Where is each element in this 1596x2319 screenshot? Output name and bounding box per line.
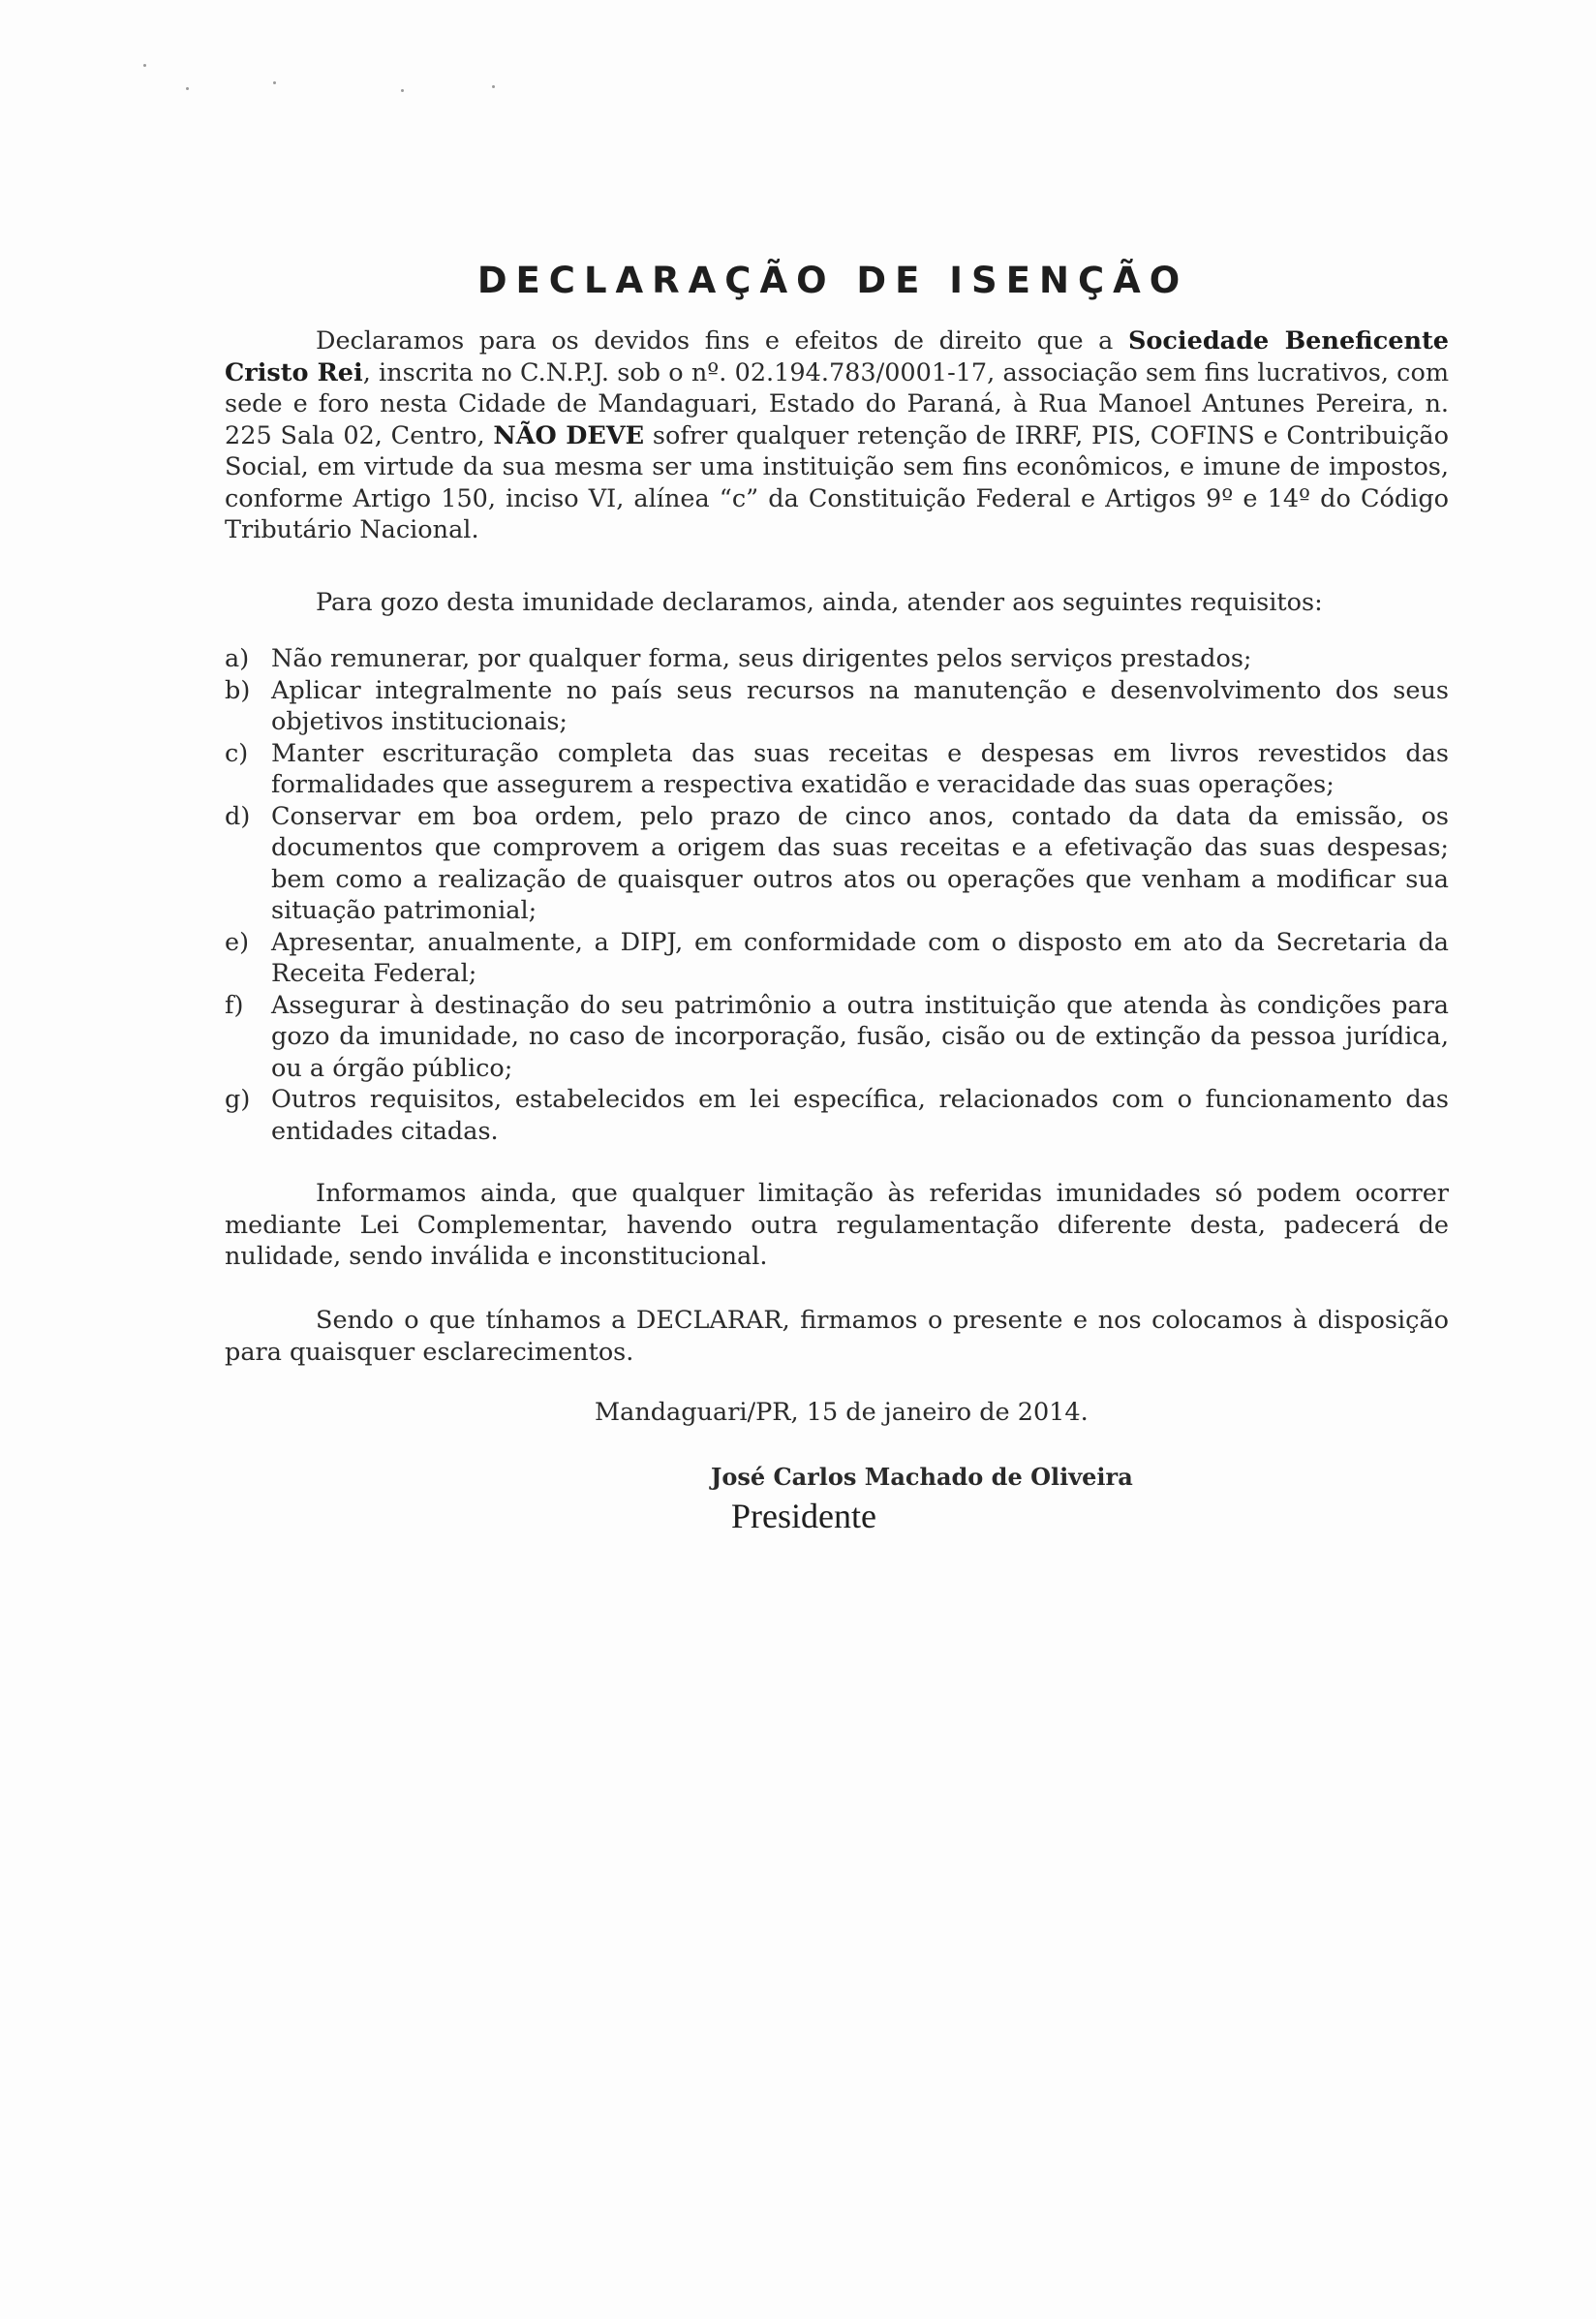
list-marker: b)	[225, 675, 251, 705]
requirements-list	[225, 643, 1449, 1147]
paragraph-mid: , inscrita no C.N.P.J. sob o nº. 02.194.783/0001-17, associação sem fins lucrativos, com sede e foro nesta Cidade de Mandaguari, Estado do Paraná, à Rua Manoel Antunes Pereira, n. 225 Sala 02, Centro,	[225, 357, 1449, 450]
scan-speck	[143, 64, 146, 67]
scan-speck	[492, 85, 495, 88]
scan-speck	[273, 81, 276, 84]
list-marker: f)	[225, 990, 244, 1020]
list-item	[225, 643, 1449, 675]
list-item-text: Aplicar integralmente no país seus recursos na manutenção e desenvolvimento dos seus objetivos institucionais;	[271, 675, 1449, 736]
list-marker: e)	[225, 927, 250, 957]
scan-speck	[401, 89, 404, 92]
requirements-intro: Para gozo desta imunidade declaramos, ainda, atender aos seguintes requisitos:	[316, 588, 1323, 617]
list-item	[225, 675, 1449, 738]
list-item	[225, 801, 1449, 927]
list-item	[225, 738, 1449, 801]
entity-name: Sociedade Beneficente Cristo Rei	[225, 326, 1450, 387]
list-item	[225, 927, 1449, 990]
emphasis-nao-deve: NÃO DEVE	[493, 420, 645, 450]
scan-speck	[186, 87, 189, 90]
list-marker: a)	[225, 644, 250, 673]
date-line: Mandaguari/PR, 15 de janeiro de 2014.	[595, 1398, 1089, 1427]
list-item	[225, 990, 1449, 1085]
list-item-text: Manter escrituração completa das suas receitas e despesas em livros revestidos das formalidades que assegurem a respectiva exatidão e veracidade das suas operações;	[271, 738, 1449, 799]
list-item-text: Assegurar à destinação do seu patrimônio a outra instituição que atenda às condições para gozo da imunidade, no caso de incorporação, fusão, cisão ou de extinção da pessoa jurídica, ou a órgão público;	[271, 990, 1449, 1083]
signer-name: José Carlos Machado de Oliveira	[711, 1463, 1133, 1491]
list-marker: c)	[225, 738, 249, 768]
closing-paragraph: Sendo o que tínhamos a DECLARAR, firmamos o presente e nos colocamos à disposição para quaisquer esclarecimentos.	[225, 1306, 1449, 1367]
declaration-paragraph	[225, 325, 1449, 546]
list-item-text: Não remunerar, por qualquer forma, seus dirigentes pelos serviços prestados;	[271, 644, 1252, 673]
list-item	[225, 1084, 1449, 1147]
paragraph-intro: Declaramos para os devidos fins e efeitos de direito que a	[316, 326, 1128, 356]
limitation-paragraph: Informamos ainda, que qualquer limitação às referidas imunidades só podem ocorrer mediante Lei Complementar, havendo outra regulamentação diferente desta, padecerá de nulidade, sendo inválida e inconstitucional.	[225, 1179, 1449, 1271]
list-item-text: Conservar em boa ordem, pelo prazo de cinco anos, contado da data da emissão, os documentos que comprovem a origem das suas receitas e a efetivação das suas despesas; bem como a realização de quaisquer outros atos ou operações que venham a modificar sua situação patrimonial;	[271, 801, 1449, 925]
signer-role: Presidente	[731, 1497, 876, 1535]
list-marker: d)	[225, 801, 251, 831]
list-item-text: Apresentar, anualmente, a DIPJ, em conformidade com o disposto em ato da Secretaria da Receita Federal;	[271, 927, 1449, 988]
list-item-text: Outros requisitos, estabelecidos em lei específica, relacionados com o funcionamento das entidades citadas.	[271, 1085, 1449, 1146]
list-marker: g)	[225, 1085, 251, 1114]
document-title: DECLARAÇÃO DE ISENÇÃO	[476, 260, 1189, 301]
paragraph-end: sofrer qualquer retenção de IRRF, PIS, COFINS e Contribuição Social, em virtude da sua mesma ser uma instituição sem fins econômicos, e imune de impostos, conforme Artigo 150, inciso VI, alínea “c” da Constituição Federal e Artigos 9º e 14º do Código Tributário Nacional.	[225, 420, 1449, 544]
